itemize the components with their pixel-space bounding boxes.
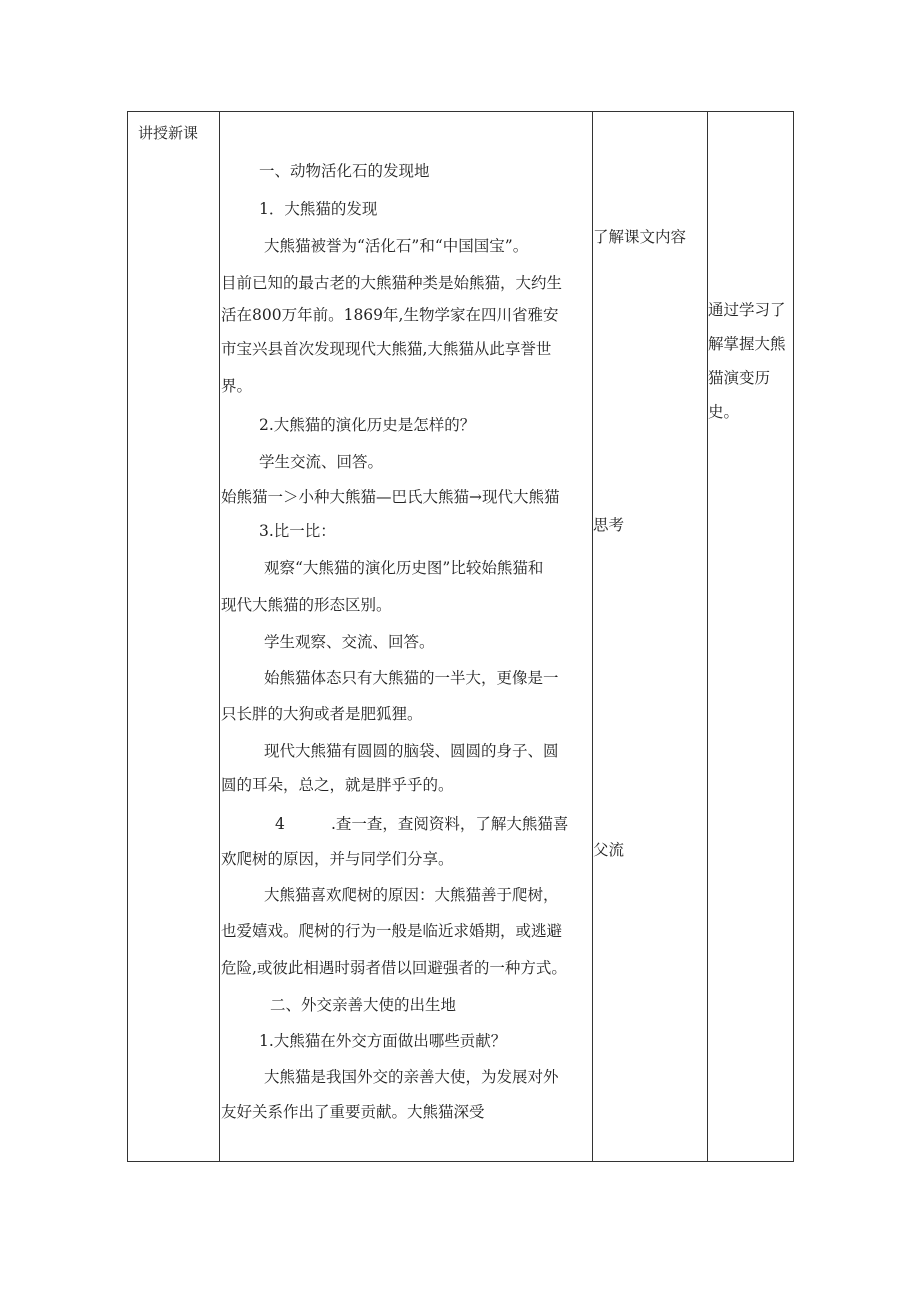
- content-line: .查一查，查阅资料，了解大熊猫喜: [331, 815, 569, 833]
- content-line: 3.比一比：: [259, 522, 336, 540]
- design-intent-line: 史。: [708, 403, 740, 421]
- column-divider-3: [707, 112, 708, 1161]
- section-label: 讲授新课: [138, 124, 199, 142]
- content-line: 欢爬树的原因，并与同学们分享。: [221, 850, 454, 868]
- content-line: 观察“大熊猫的演化历史图”比较始熊猫和: [264, 559, 544, 577]
- column-divider-1: [219, 112, 220, 1161]
- content-line: 只长胖的大狗或者是肥狐狸。: [221, 705, 423, 723]
- content-line: 危险,或彼此相遇时弱者借以回避强者的一种方式。: [221, 959, 567, 977]
- content-line: 始熊猫体态只有大熊猫的一半大，更像是一: [264, 669, 559, 687]
- content-line: 始熊猫一＞小种大熊猫—巴氏大熊猫→现代大熊猫: [221, 488, 560, 506]
- content-line: 大熊猫是我国外交的亲善大使，为发展对外: [264, 1068, 559, 1086]
- content-line: 现代大熊猫的形态区别。: [221, 596, 392, 614]
- content-line: 1.大熊猫在外交方面做出哪些贡献？: [259, 1032, 507, 1050]
- design-intent-line: 猫演变历: [708, 369, 771, 387]
- content-line: 友好关系作出了重要贡献。大熊猫深受: [221, 1103, 485, 1121]
- content-line: 活在800万年前。1869年,生物学家在四川省雅安: [221, 306, 559, 324]
- design-intent: [708, 293, 794, 429]
- content-line: 圆的耳朵，总之，就是胖乎乎的。: [221, 776, 454, 794]
- content-line: 大熊猫被誉为“活化石”和“中国国宝”。: [264, 237, 529, 255]
- column-divider-2: [592, 112, 593, 1161]
- design-intent-line: 解掌握大熊: [708, 335, 786, 353]
- content-line: 现代大熊猫有圆圆的脑袋、圆圆的身子、圆: [264, 742, 559, 760]
- content-line: 1．大熊猫的发现: [259, 200, 378, 218]
- lesson-table: [127, 111, 794, 1162]
- content-line: 学生交流、回答。: [259, 453, 384, 471]
- content-line: 市宝兴县首次发现现代大熊猫,大熊猫从此享誉世: [221, 340, 552, 358]
- activity-label: 思考: [593, 516, 625, 534]
- content-line: 二、外交亲善大使的出生地: [270, 996, 457, 1014]
- content-line: 也爱嬉戏。爬树的行为一般是临近求婚期，或逃避: [221, 922, 563, 940]
- content-line: 2.大熊猫的演化历史是怎样的？: [259, 416, 476, 434]
- activity-label: 父流: [593, 841, 625, 859]
- content-line: 4: [275, 815, 285, 833]
- content-line: 一、动物活化石的发现地: [259, 162, 430, 180]
- content-line: 目前已知的最古老的大熊猫种类是始熊猫，大约生: [221, 274, 563, 292]
- content-line: 界。: [221, 377, 253, 395]
- content-line: 大熊猫喜欢爬树的原因：大熊猫善于爬树，: [264, 886, 559, 904]
- activity-label: 了解课文内容: [593, 228, 687, 246]
- design-intent-line: 通过学习了: [708, 301, 786, 319]
- content-line: 学生观察、交流、回答。: [264, 633, 435, 651]
